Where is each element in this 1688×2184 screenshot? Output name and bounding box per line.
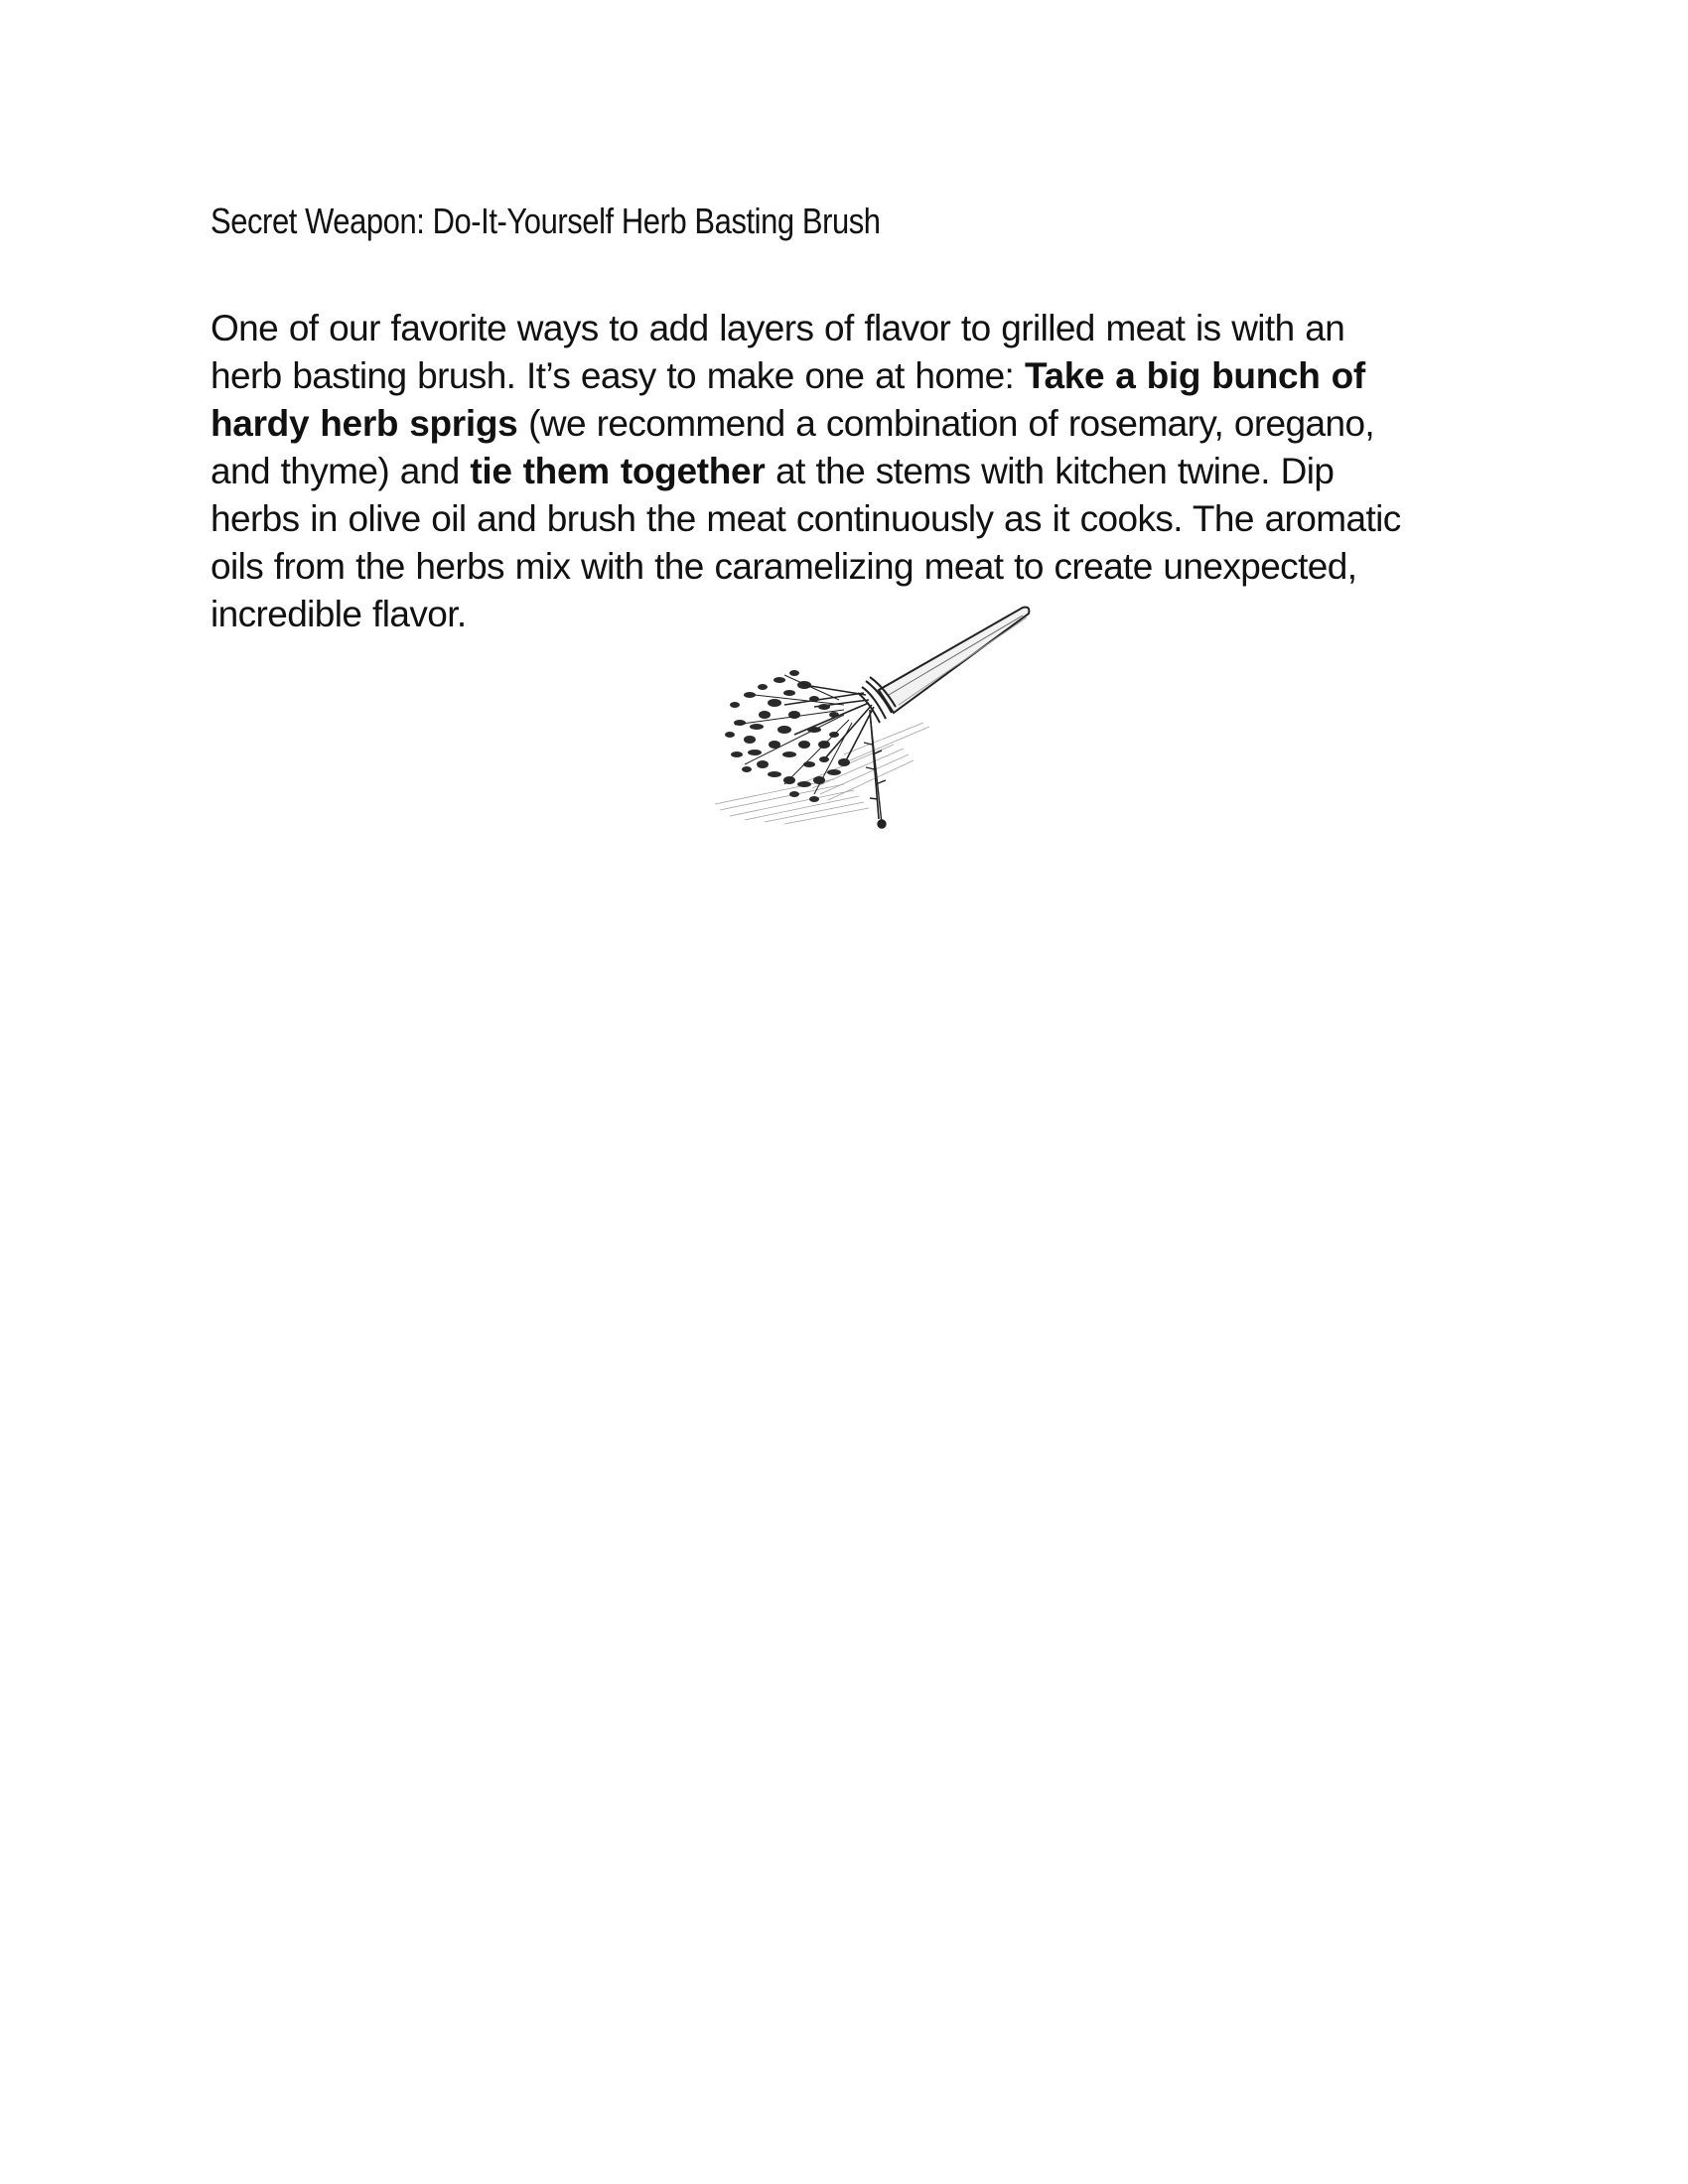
paragraph-bold-2: tie them together: [470, 451, 766, 491]
paragraph-text-2: (we recommend a combination of rosemary, oregano, and thyme) and: [211, 403, 1375, 491]
paragraph-bold-1: Take a big bunch of hardy herb sprigs: [211, 355, 1365, 444]
paragraph-text-3: at the stems with kitchen twine. Dip herbs in olive oil and brush the meat continuously as it cooks. The aromatic oils from the herbs mix with the caramelizing meat to create unexpected, incredible flavor.: [211, 451, 1401, 634]
paragraph-text-1: One of our favorite ways to add layers of flavor to grilled meat is with an herb basting brush. It’s easy to make one at home:: [211, 308, 1345, 396]
body-paragraph: [211, 305, 1402, 638]
brush-handle: [879, 608, 1029, 713]
page-title: Secret Weapon: Do-It-Yourself Herb Basting Brush: [211, 201, 881, 241]
herb-basting-brush-icon: [695, 596, 1033, 844]
